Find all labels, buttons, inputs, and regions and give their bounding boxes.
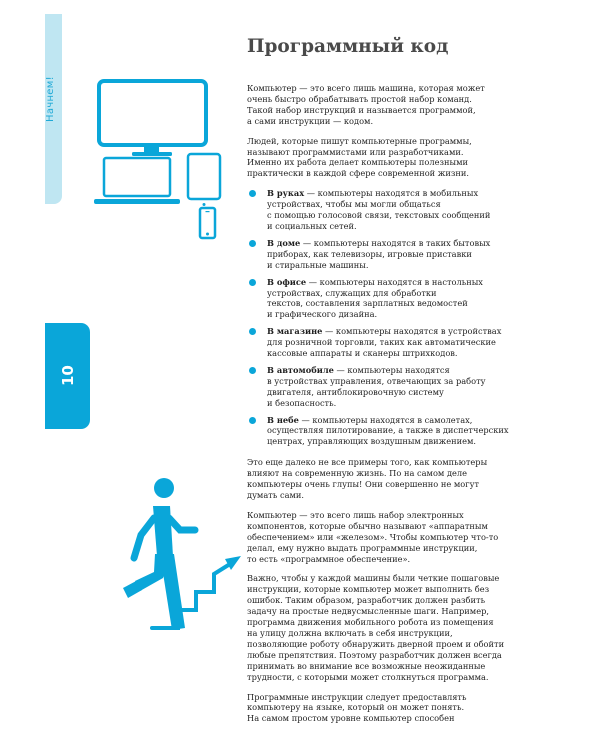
article [247, 36, 547, 733]
article-title: Программный код [247, 36, 449, 57]
list-item-term: В офисе [267, 276, 307, 287]
list-item [247, 415, 547, 448]
stairs-climber-icon [120, 478, 245, 643]
bullet-dot-icon [249, 328, 256, 335]
bullet-dot-icon [249, 367, 256, 374]
list-item-term: В автомобиле [267, 364, 334, 375]
chapter-side-tab [45, 14, 62, 204]
body-paragraph: Важно, чтобы у каждой машины были четкие пошаговые инструкции, которые компьютер может выполнить без ошибок. Таким образом, разработчик должен разбить задачу на простые недвусмысленные шаги. Например, программа движения мобильного робота из помещения на улицу должна включать в себя инструкции, позволяющие роботу обнаружить дверной проем и обойти любые препятствия. Поэтому разработчик должен всегда принимать во внимание все возможные неожиданные трудности, с которыми может столкнуться программа. [247, 573, 505, 682]
list-item-text: — компьютеры находятся в настольных устройствах, служащих для обработки текстов, составления зарплатных ведомостей и графического дизайна. [267, 276, 483, 320]
list-item-term: В магазине [267, 326, 323, 337]
list-item [247, 365, 547, 409]
page-number-tab [45, 323, 90, 429]
chapter-tab-label: Начнем! [45, 76, 56, 122]
list-item-text: — компьютеры находятся в устройствах для розничной торговли, таких как автоматические кассовые аппараты и сканеры штрихкодов. [267, 326, 502, 359]
list-item-term: В доме [267, 237, 301, 248]
body-paragraph: Компьютер — это всего лишь набор электронных компонентов, которые обычно называют «аппаратным обеспечением» или «железом». Чтобы компьютер что-то делал, ему нужно выдать программные инструкции, то есть «программное обеспечение». [247, 509, 499, 564]
list-item-text: — компьютеры находятся в устройствах управления, отвечающих за работу двигателя, антиблокировочную систему и безопасность. [267, 364, 486, 408]
list-item-term: В небе [267, 414, 299, 425]
list-item [247, 277, 547, 321]
bullet-dot-icon [249, 190, 256, 197]
list-item-text: — компьютеры находятся в таких бытовых приборах, как телевизоры, игровые приставки и стиральные машины. [267, 237, 491, 270]
list-item-term: В руках [267, 188, 305, 199]
list-item [247, 188, 547, 232]
list-item [247, 238, 547, 271]
intro-paragraph: Людей, которые пишут компьютерные программы, называют программистами или разработчиками. Именно их работа делает компьютеры полезными практически в каждой сфере современной жизни. [247, 135, 472, 179]
bullet-dot-icon [249, 417, 256, 424]
page-number: 10 [59, 365, 77, 387]
body-paragraph: Программные инструкции следует предоставлять компьютеру на языке, который он может понять. На самом простом уровне компьютер способен [247, 691, 467, 724]
bullet-dot-icon [249, 279, 256, 286]
computer-uses-list [247, 188, 547, 447]
intro-paragraph: Компьютер — это всего лишь машина, которая может очень быстро обрабатывать простой набор команд. Такой набор инструкций и называется программой, а сами инструкции — кодом. [247, 83, 485, 126]
body-paragraph: Это еще далеко не все примеры того, как компьютеры влияют на современную жизнь. По на самом деле компьютеры очень глупы! Они совершенно не могут думать сами. [247, 457, 488, 500]
devices-icon [90, 78, 225, 243]
list-item-text: — компьютеры находятся в самолетах, осуществляя пилотирование, а также в диспетчерских центрах, управляющих воздушным движением. [267, 414, 509, 447]
list-item [247, 326, 547, 359]
list-item-text: — компьютеры находятся в мобильных устройствах, чтобы мы могли общаться с помощью голосовой связи, текстовых сообщений и социальных сетей. [267, 188, 491, 231]
bullet-dot-icon [249, 240, 256, 247]
